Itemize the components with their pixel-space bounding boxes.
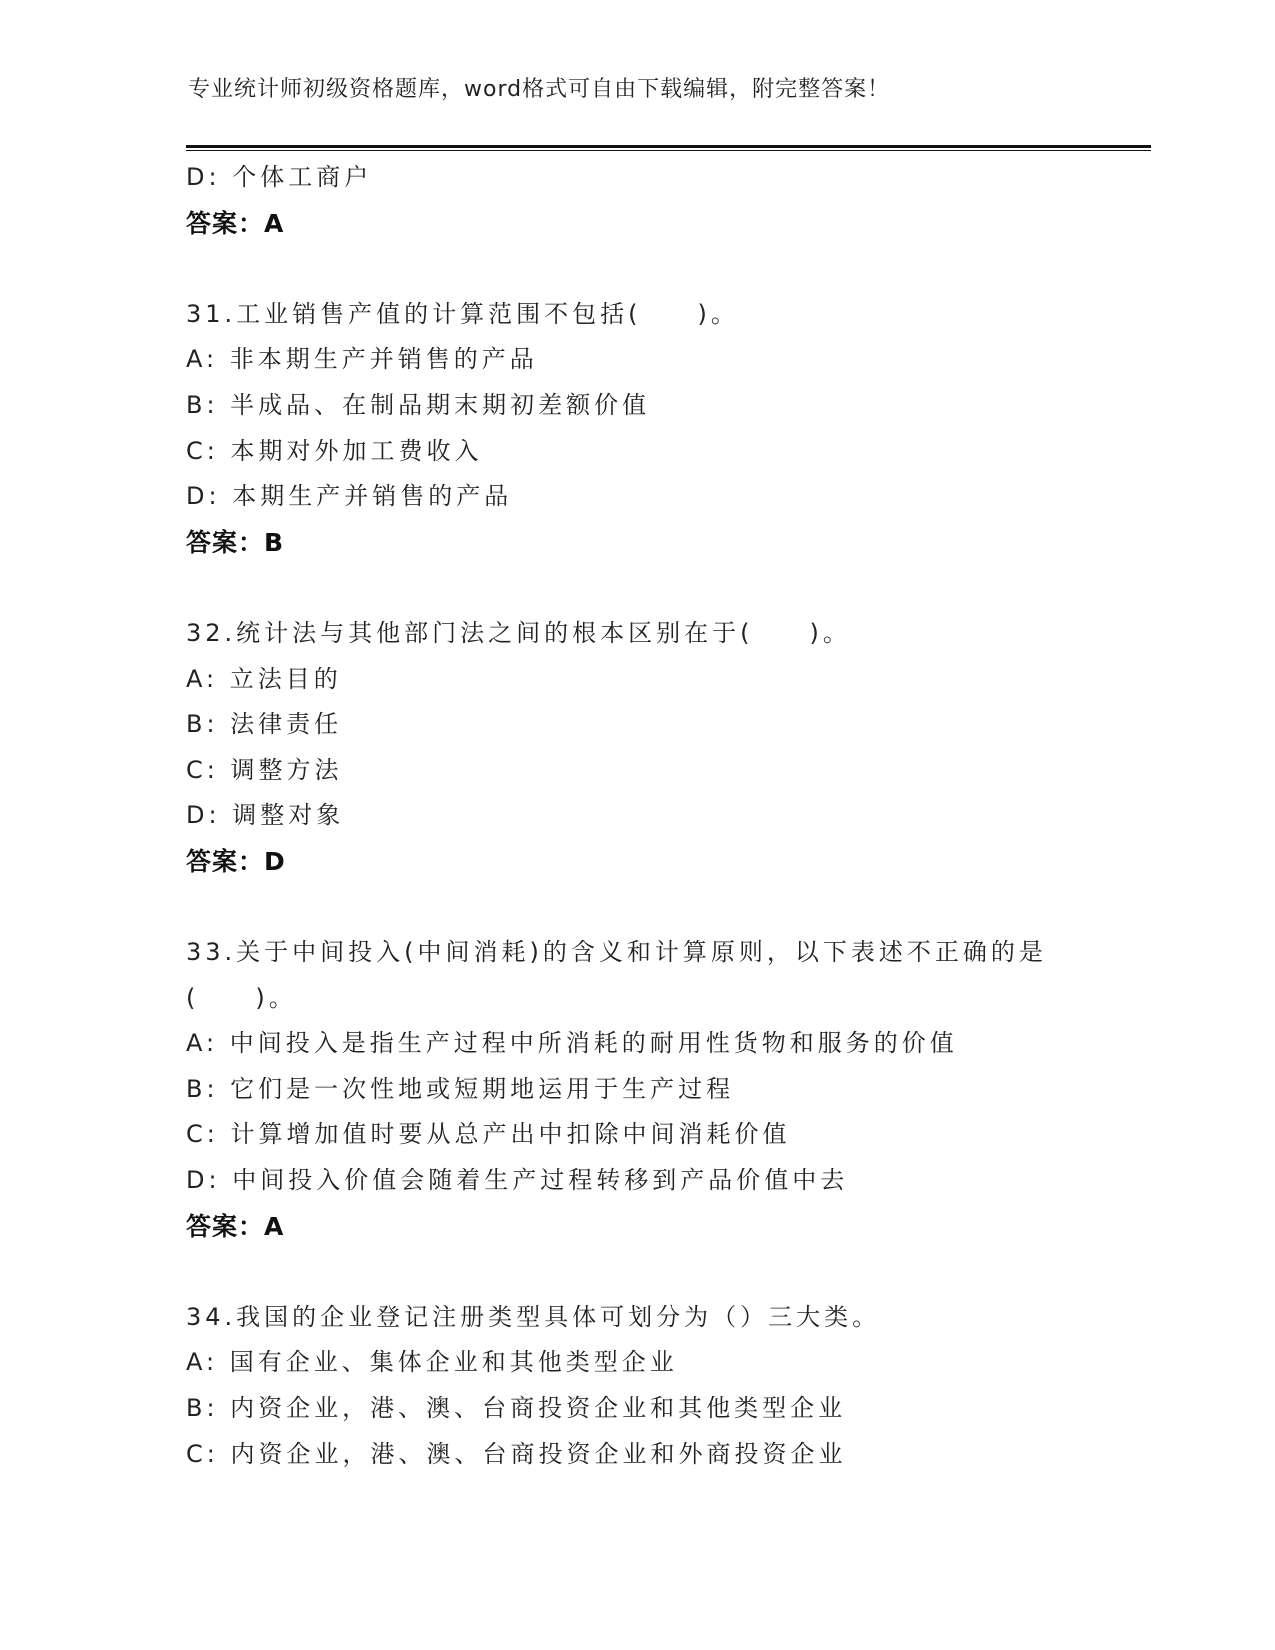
question-stem: 31.工业销售产值的计算范围不包括( )。 [186,299,739,328]
option-a: A: 非本期生产并销售的产品 [186,345,538,374]
option-c: C: 内资企业，港、澳、台商投资企业和外商投资企业 [186,1439,847,1468]
page-header: 专业统计师初级资格题库，word格式可自由下载编辑，附完整答案！ [188,77,891,102]
spacer [186,885,1146,931]
question-stem: 33.关于中间投入(中间消耗)的含义和计算原则，以下表述不正确的是 [186,938,1047,967]
option-c: C: 本期对外加工费收入 [186,436,483,465]
option-a: A: 国有企业、集体企业和其他类型企业 [186,1348,678,1377]
option-c: C: 调整方法 [186,755,343,784]
question-33 [186,930,1146,1249]
answer-line: 答案：A [186,1211,285,1241]
option-b: B: 它们是一次性地或短期地运用于生产过程 [186,1074,735,1103]
option-a: A: 中间投入是指生产过程中所消耗的耐用性货物和服务的价值 [186,1029,958,1058]
option-d: D: 个体工商户 [186,163,373,191]
question-stem: 34.我国的企业登记注册类型具体可划分为（）三大类。 [186,1302,881,1331]
option-d: D: 中间投入价值会随着生产过程转移到产品价值中去 [186,1166,849,1195]
option-d: D: 本期生产并销售的产品 [186,482,513,511]
option-b: B: 半成品、在制品期末期初差额价值 [186,390,651,419]
option-a: A: 立法目的 [186,664,342,693]
option-c: C: 计算增加值时要从总产出中扣除中间消耗价值 [186,1120,791,1149]
question-32 [186,611,1146,885]
question-34 [186,1295,1146,1477]
question-list [186,155,1146,1477]
spacer [186,246,1146,292]
question-fragment [186,155,1146,246]
question-stem-continued: ( )。 [186,983,297,1012]
spacer [186,1249,1146,1295]
header-rule-thick [186,145,1151,148]
question-31 [186,292,1146,566]
answer-line: 答案：D [186,846,286,876]
option-b: B: 内资企业，港、澳、台商投资企业和其他类型企业 [186,1394,847,1423]
answer-line: 答案：B [186,527,285,557]
answer-line: 答案：A [186,208,285,238]
header-rule-thin [186,150,1151,151]
question-stem: 32.统计法与其他部门法之间的根本区别在于( )。 [186,618,851,647]
option-b: B: 法律责任 [186,710,343,739]
spacer [186,565,1146,611]
option-d: D: 调整对象 [186,801,345,830]
